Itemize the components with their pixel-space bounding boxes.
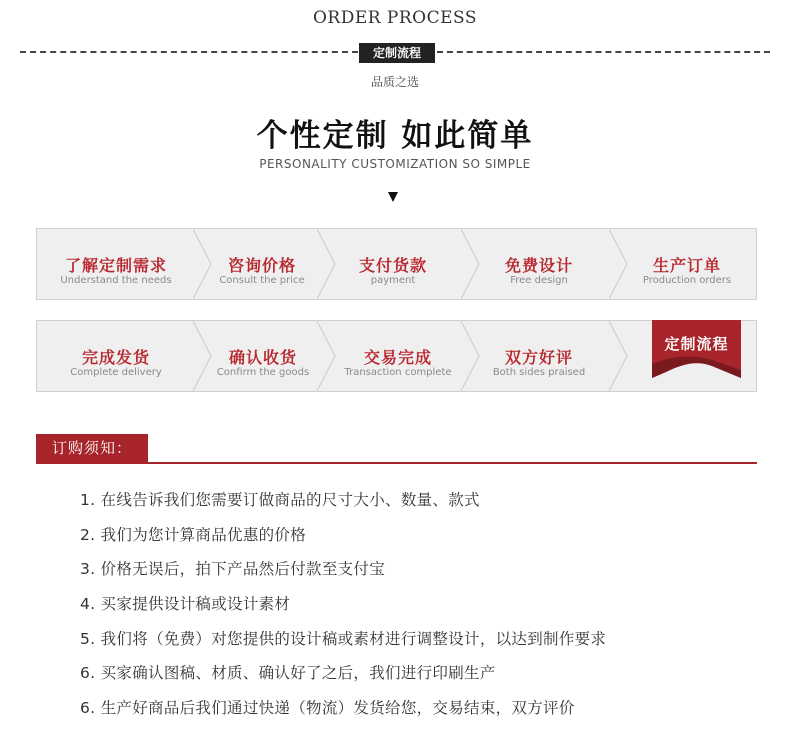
step-label-en: Consult the price — [219, 275, 305, 286]
ribbon-label: 定制流程 — [664, 335, 729, 353]
step-consult-price — [211, 229, 313, 299]
step-label-en: payment — [370, 275, 416, 286]
step-production-orders — [627, 229, 747, 299]
step-free-design — [479, 229, 599, 299]
step-label-en: Confirm the goods — [216, 367, 310, 378]
step-label: 双方好评 — [504, 348, 573, 367]
dashed-divider-right — [437, 51, 770, 53]
chevron-separator-icon — [609, 229, 629, 299]
chevron-separator-icon — [317, 229, 337, 299]
process-badge: 定制流程 — [359, 43, 435, 63]
step-label: 完成发货 — [81, 348, 150, 367]
step-label: 生产订单 — [652, 256, 721, 275]
chevron-separator-icon — [193, 229, 213, 299]
step-both-praised — [479, 321, 599, 391]
process-row-1 — [36, 228, 757, 300]
notice-list — [80, 490, 606, 733]
notice-item: 3. 价格无误后，拍下产品然后付款至支付宝 — [80, 560, 386, 579]
chevron-separator-icon — [461, 321, 481, 391]
notice-item: 6. 买家确认图稿、材质、确认好了之后，我们进行印刷生产 — [80, 664, 496, 683]
dashed-divider-left — [20, 51, 358, 53]
step-confirm-goods — [211, 321, 315, 391]
chevron-separator-icon — [193, 321, 213, 391]
notice-item: 5. 我们将（免费）对您提供的设计稿或素材进行调整设计，以达到制作要求 — [80, 629, 607, 648]
notice-item: 4. 买家提供设计稿或设计素材 — [80, 595, 291, 614]
step-transaction-complete — [335, 321, 461, 391]
step-label: 免费设计 — [504, 256, 573, 275]
step-understand-needs — [37, 229, 195, 299]
down-arrow-icon — [388, 192, 398, 202]
process-row-2 — [36, 320, 757, 392]
notice-item: 6. 生产好商品后我们通过快递（物流）发货给您，交易结束，双方评价 — [80, 699, 575, 718]
step-label-en: Transaction complete — [344, 367, 452, 378]
step-label: 确认收货 — [228, 348, 297, 367]
step-complete-delivery — [37, 321, 195, 391]
order-process-title: ORDER PROCESS — [312, 8, 478, 28]
chevron-separator-icon — [609, 321, 629, 391]
quality-subtitle: 品质之选 — [370, 75, 419, 89]
chevron-separator-icon — [461, 229, 481, 299]
step-label: 支付货款 — [358, 256, 427, 275]
step-label: 了解定制需求 — [64, 256, 167, 275]
step-label-en: Both sides praised — [492, 367, 586, 378]
notice-item: 2. 我们为您计算商品优惠的价格 — [80, 525, 307, 544]
step-label-en: Complete delivery — [70, 367, 162, 378]
notice-divider — [36, 462, 757, 464]
hero-title: 个性定制 如此简单 — [256, 118, 534, 154]
notice-title: 订购须知： — [36, 434, 148, 463]
step-label-en: Free design — [510, 275, 568, 286]
chevron-separator-icon — [317, 321, 337, 391]
step-label-en: Production orders — [642, 275, 732, 286]
step-label: 咨询价格 — [227, 256, 296, 275]
step-label: 交易完成 — [363, 348, 432, 367]
step-label-en: Understand the needs — [60, 275, 172, 286]
notice-item: 1. 在线告诉我们您需要订做商品的尺寸大小、数量、款式 — [80, 491, 480, 509]
step-payment — [335, 229, 451, 299]
hero-subtitle: PERSONALITY CUSTOMIZATION SO SIMPLE — [259, 157, 531, 171]
